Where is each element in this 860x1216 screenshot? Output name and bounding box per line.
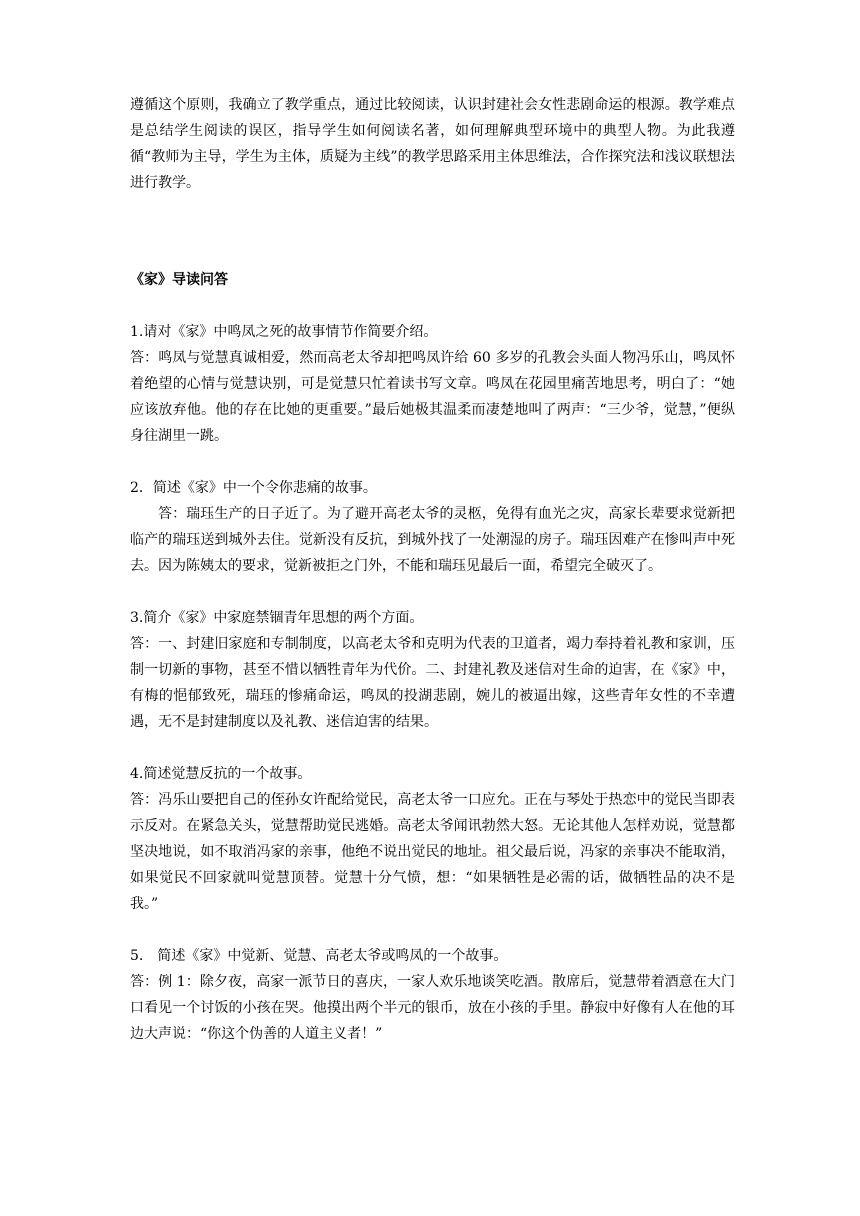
question-3: 3.简介《家》中家庭禁锢青年思想的两个方面。 bbox=[130, 610, 424, 626]
qa-item-5 bbox=[130, 943, 735, 1047]
qa-item-2 bbox=[130, 475, 735, 579]
document-body bbox=[130, 92, 735, 1073]
qa-item-3 bbox=[130, 605, 735, 735]
question-5: 5. 简述《家》中觉新、觉慧、高老太爷或鸣凤的一个故事。 bbox=[130, 948, 508, 964]
question-4: 4.简述觉慧反抗的一个故事。 bbox=[130, 766, 312, 782]
qa-item-4 bbox=[130, 761, 735, 917]
question-1: 1.请对《家》中鸣凤之死的故事情节作简要介绍。 bbox=[130, 324, 438, 340]
qa-item-1 bbox=[130, 319, 735, 449]
answer-5: 答：例 1：除夕夜，高家一派节日的喜庆，一家人欢乐地谈笑吃酒。散席后，觉慧带着酒意在大门口看见一个讨饭的小孩在哭。他摸出两个半元的银币，放在小孩的手里。静寂中好像有人在他的耳边大声说：“你这个伪善的人道主义者！” bbox=[130, 974, 735, 1042]
answer-2: 答：瑞珏生产的日子近了。为了避开高老太爷的灵柩，免得有血光之灾，高家长辈要求觉新把临产的瑞珏送到城外去住。觉新没有反抗，到城外找了一处潮湿的房子。瑞珏因难产在惨叫声中死去。因为陈姨太的要求，觉新被拒之门外，不能和瑞珏见最后一面，希望完全破灭了。 bbox=[130, 506, 735, 574]
answer-3: 答：一、封建旧家庭和专制制度，以高老太爷和克明为代表的卫道者，竭力奉持着礼教和家训，压制一切新的事物，甚至不惜以牺牲青年为代价。二、封建礼教及迷信对生命的迫害，在《家》中，有梅的悒郁致死，瑞珏的惨痛命运，鸣凤的投湖悲剧，婉儿的被逼出嫁，这些青年女性的不幸遭遇，无不是封建制度以及礼教、迷信迫害的结果。 bbox=[130, 636, 735, 730]
answer-4: 答：冯乐山要把自己的侄孙女许配给觉民，高老太爷一口应允。正在与琴处于热恋中的觉民当即表示反对。在紧急关头，觉慧帮助觉民逃婚。高老太爷闻讯勃然大怒。无论其他人怎样劝说，觉慧都坚决地说，如不取消冯家的亲事，他绝不说出觉民的地址。祖父最后说，冯家的亲事决不能取消，如果觉民不回家就叫觉慧顶替。觉慧十分气愤，想：“如果牺牲是必需的话，做牺牲品的决不是我。” bbox=[130, 792, 735, 912]
answer-1: 答：鸣凤与觉慧真诚相爱，然而高老太爷却把鸣凤许给 60 多岁的孔教会头面人物冯乐山，鸣凤怀着绝望的心情与觉慧诀别，可是觉慧只忙着读书写文章。鸣凤在花园里痛苦地思考，明白了：“她应该放弃他。他的存在比她的更重要。”最后她极其温柔而凄楚地叫了两声：“三少爷，觉慧，”便纵身往湖里一跳。 bbox=[130, 350, 735, 444]
intro-paragraph: 遵循这个原则，我确立了教学重点，通过比较阅读，认识封建社会女性悲剧命运的根源。教学难点是总结学生阅读的误区，指导学生如何阅读名著，如何理解典型环境中的典型人物。为此我遵循“教师为主导，学生为主体，质疑为主线”的教学思路采用主体思维法，合作探究法和浅议联想法进行教学。 bbox=[130, 97, 735, 191]
question-2: 2．简述《家》中一个令你悲痛的故事。 bbox=[130, 480, 377, 496]
section-title: 《家》导读问答 bbox=[130, 272, 228, 288]
